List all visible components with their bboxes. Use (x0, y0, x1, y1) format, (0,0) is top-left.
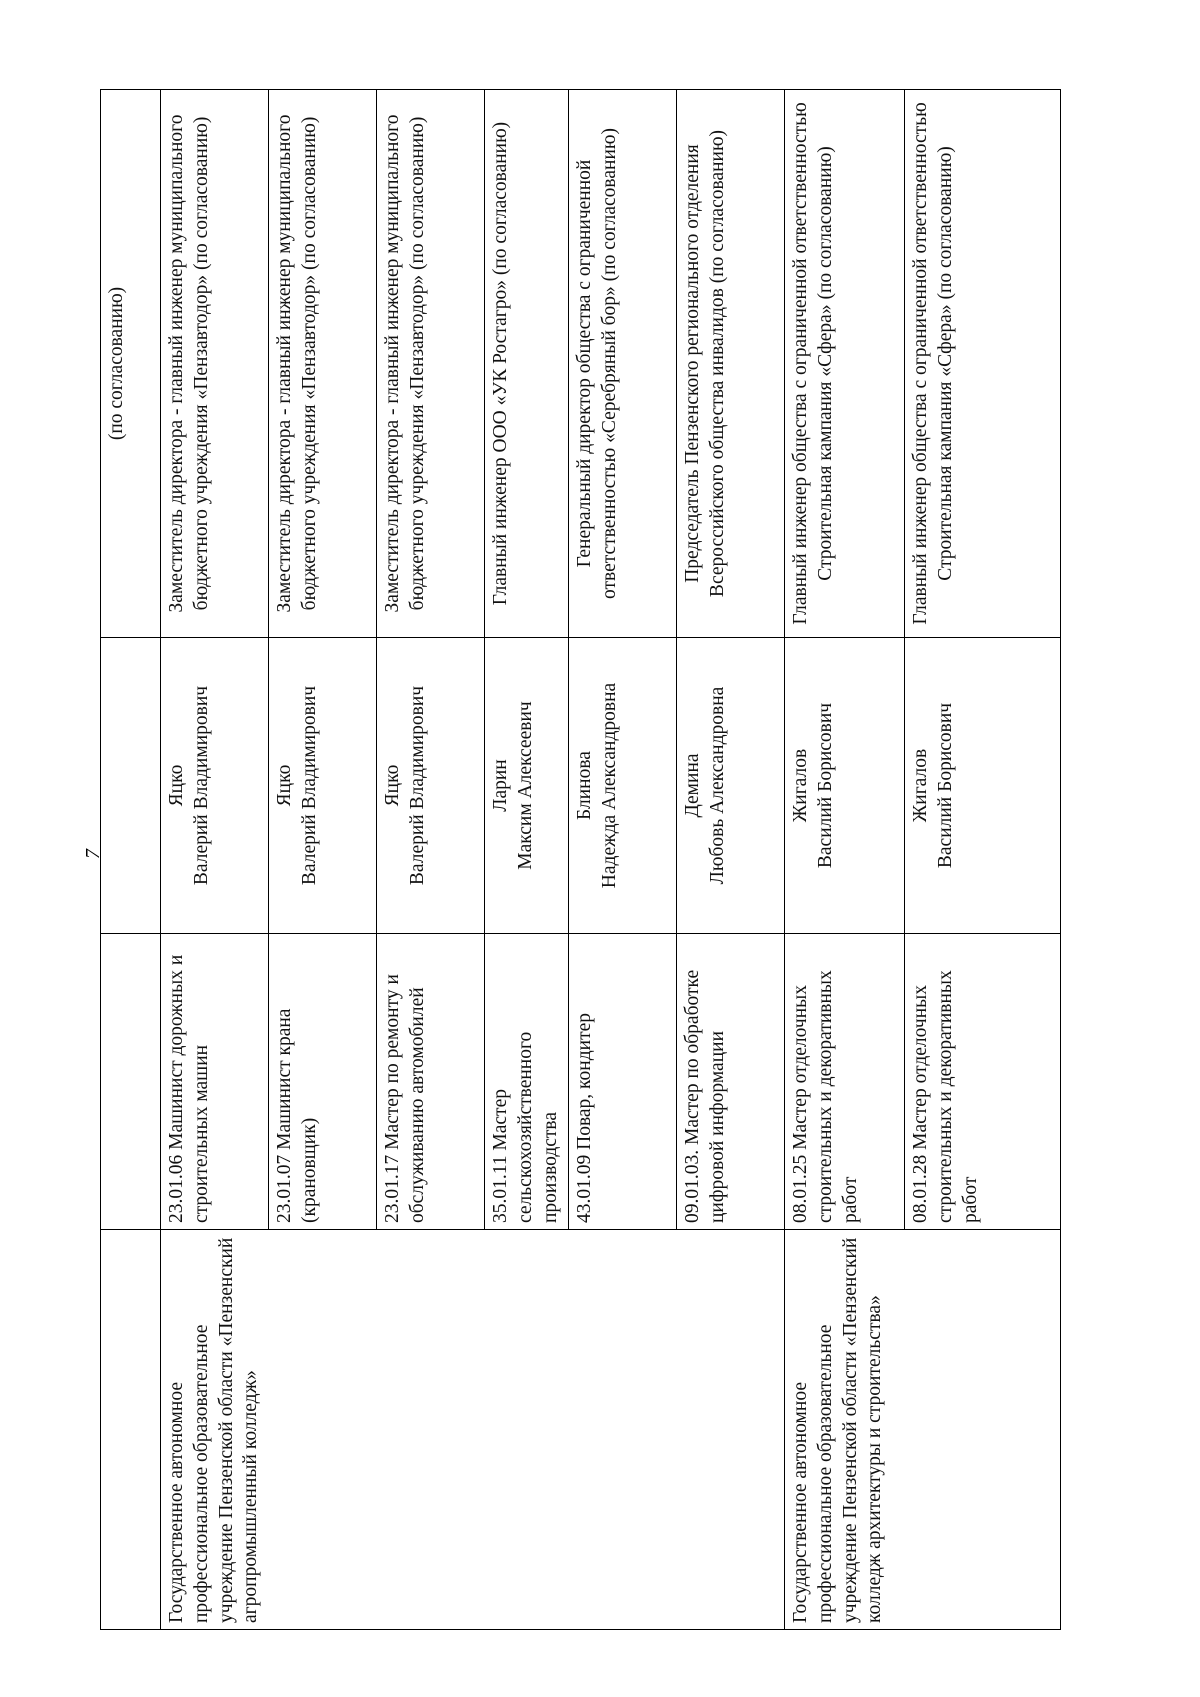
person-cell (569, 638, 677, 934)
commission-table (100, 89, 1061, 1630)
org-cell: Государственное автономное профессиональное образовательное учреждение Пензенской области «Пензенский агропромышленный колледж» (161, 1230, 785, 1630)
org-cell (101, 1230, 161, 1630)
profession-cell: 09.01.03. Мастер по обработке цифровой информации (677, 934, 785, 1230)
profession-cell: 23.01.07 Машинист крана (крановщик) (269, 934, 377, 1230)
profession-cell: 08.01.25 Мастер отделочных строительных и декоративных работ (785, 934, 905, 1230)
person-last-name: Жигалов (790, 748, 811, 823)
person-cell (377, 638, 485, 934)
person-last-name: Демина (682, 753, 703, 818)
person-first-name: Любовь Александровна (706, 686, 728, 885)
person-first-name: Валерий Владимирович (298, 685, 320, 886)
person-last-name: Яцко (382, 764, 403, 807)
person-first-name: Валерий Владимирович (406, 685, 428, 886)
position-cell: Главный инженер общества с ограниченной ответственностью Строительная кампания «Сфера» (по согласованию) (905, 90, 1061, 638)
position-cell: Председатель Пензенского регионального отделения Всероссийского общества инвалидов (по согласованию) (677, 90, 785, 638)
rotated-table-wrapper (100, 90, 1060, 1630)
person-last-name: Жигалов (910, 748, 931, 823)
position-cell: Заместитель директора - главный инженер муниципального бюджетного учреждения «Пензавтодор» (по согласованию) (161, 90, 269, 638)
person-last-name: Ларин (490, 759, 511, 812)
person-last-name: Яцко (274, 764, 295, 807)
person-last-name: Блинова (574, 751, 595, 820)
profession-cell: 08.01.28 Мастер отделочных строительных и декоративных работ (905, 934, 1061, 1230)
person-cell (101, 638, 161, 934)
profession-cell: 35.01.11 Мастер сельскохозяйственного производства (485, 934, 569, 1230)
org-cell: Государственное автономное профессиональное образовательное учреждение Пензенской области «Пензенский колледж архитектуры и строительства» (785, 1230, 1061, 1630)
profession-cell: 43.01.09 Повар, кондитер (569, 934, 677, 1230)
position-cell: Заместитель директора - главный инженер муниципального бюджетного учреждения «Пензавтодор» (по согласованию) (269, 90, 377, 638)
person-cell (485, 638, 569, 934)
profession-cell: 23.01.06 Машинист дорожных и строительных машин (161, 934, 269, 1230)
position-cell: Генеральный директор общества с ограниченной ответственностью «Серебряный бор» (по согласованию) (569, 90, 677, 638)
profession-cell (101, 934, 161, 1230)
page-number: 7 (82, 849, 104, 859)
position-cell: Главный инженер общества с ограниченной ответственностью Строительная кампания «Сфера» (по согласованию) (785, 90, 905, 638)
person-cell (677, 638, 785, 934)
position-cell: Главный инженер ООО «УК Ростагро» (по согласованию) (485, 90, 569, 638)
person-last-name: Яцко (166, 764, 187, 807)
person-first-name: Валерий Владимирович (190, 685, 212, 886)
position-cell: Заместитель директора - главный инженер муниципального бюджетного учреждения «Пензавтодор» (по согласованию) (377, 90, 485, 638)
position-cell: (по согласованию) (101, 90, 161, 638)
table-row (101, 90, 161, 1630)
profession-cell: 23.01.17 Мастер по ремонту и обслуживанию автомобилей (377, 934, 485, 1230)
person-first-name: Василий Борисович (934, 702, 956, 869)
table-row (785, 90, 905, 1630)
person-first-name: Максим Алексеевич (514, 701, 536, 870)
person-first-name: Василий Борисович (814, 702, 836, 869)
person-cell (161, 638, 269, 934)
person-cell (785, 638, 905, 934)
table-row (161, 90, 269, 1630)
person-first-name: Надежда Александровна (598, 682, 620, 889)
person-cell (269, 638, 377, 934)
person-cell (905, 638, 1061, 934)
